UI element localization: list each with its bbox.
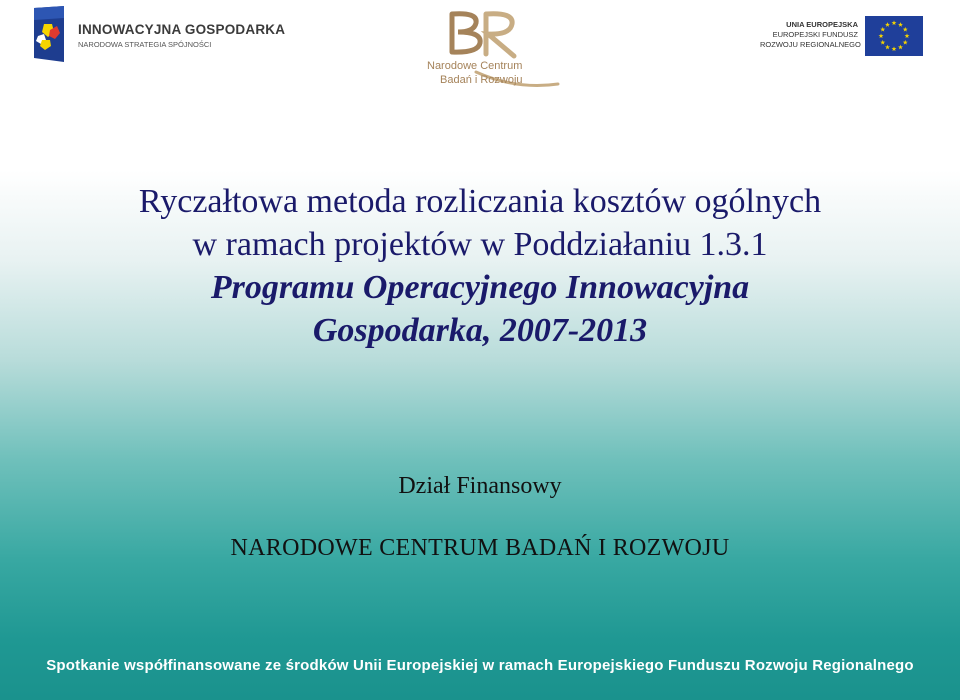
department-name: Dział Finansowy [398,473,562,499]
innowacyjna-gospodarka-title: INNOWACYJNA GOSPODARKA [78,22,286,37]
organization-name: NARODOWE CENTRUM BADAŃ I ROZWOJU [230,535,730,561]
innowacyjna-gospodarka-logo [30,6,295,62]
innowacyjna-gospodarka-subtitle: NARODOWA STRATEGIA SPÓJNOŚCI [78,40,212,49]
innowacyjna-gospodarka-emblem-icon [30,6,68,62]
eu-logo-line2: EUROPEJSKI FUNDUSZ [772,30,858,39]
ncbr-name-line2: Badań i Rozwoju [440,74,523,86]
title-line-1: Ryczałtowa metoda rozliczania kosztów ogólnych [138,183,822,220]
eu-logo [760,16,925,60]
eu-logo-line1: UNIA EUROPEJSKA [786,20,858,29]
presentation-title [0,180,960,352]
title-line-3: Programu Operacyjnego Innowacyjna [210,269,750,306]
title-line-4: Gospodarka, 2007-2013 [312,312,648,349]
eu-logo-text [760,20,861,50]
title-line-2: w ramach projektów w Poddziałaniu 1.3.1 [192,226,768,263]
cofinancing-footer: Spotkanie współfinansowane ze środków Unii Europejskiej w ramach Europejskiego Funduszu Rozwoju Regionalnego [46,657,914,674]
eu-logo-line3: ROZWOJU REGIONALNEGO [760,40,861,49]
ncbr-name-line1: Narodowe Centrum [427,60,523,72]
eu-flag-icon [865,16,923,56]
ncbr-logo [416,6,566,92]
